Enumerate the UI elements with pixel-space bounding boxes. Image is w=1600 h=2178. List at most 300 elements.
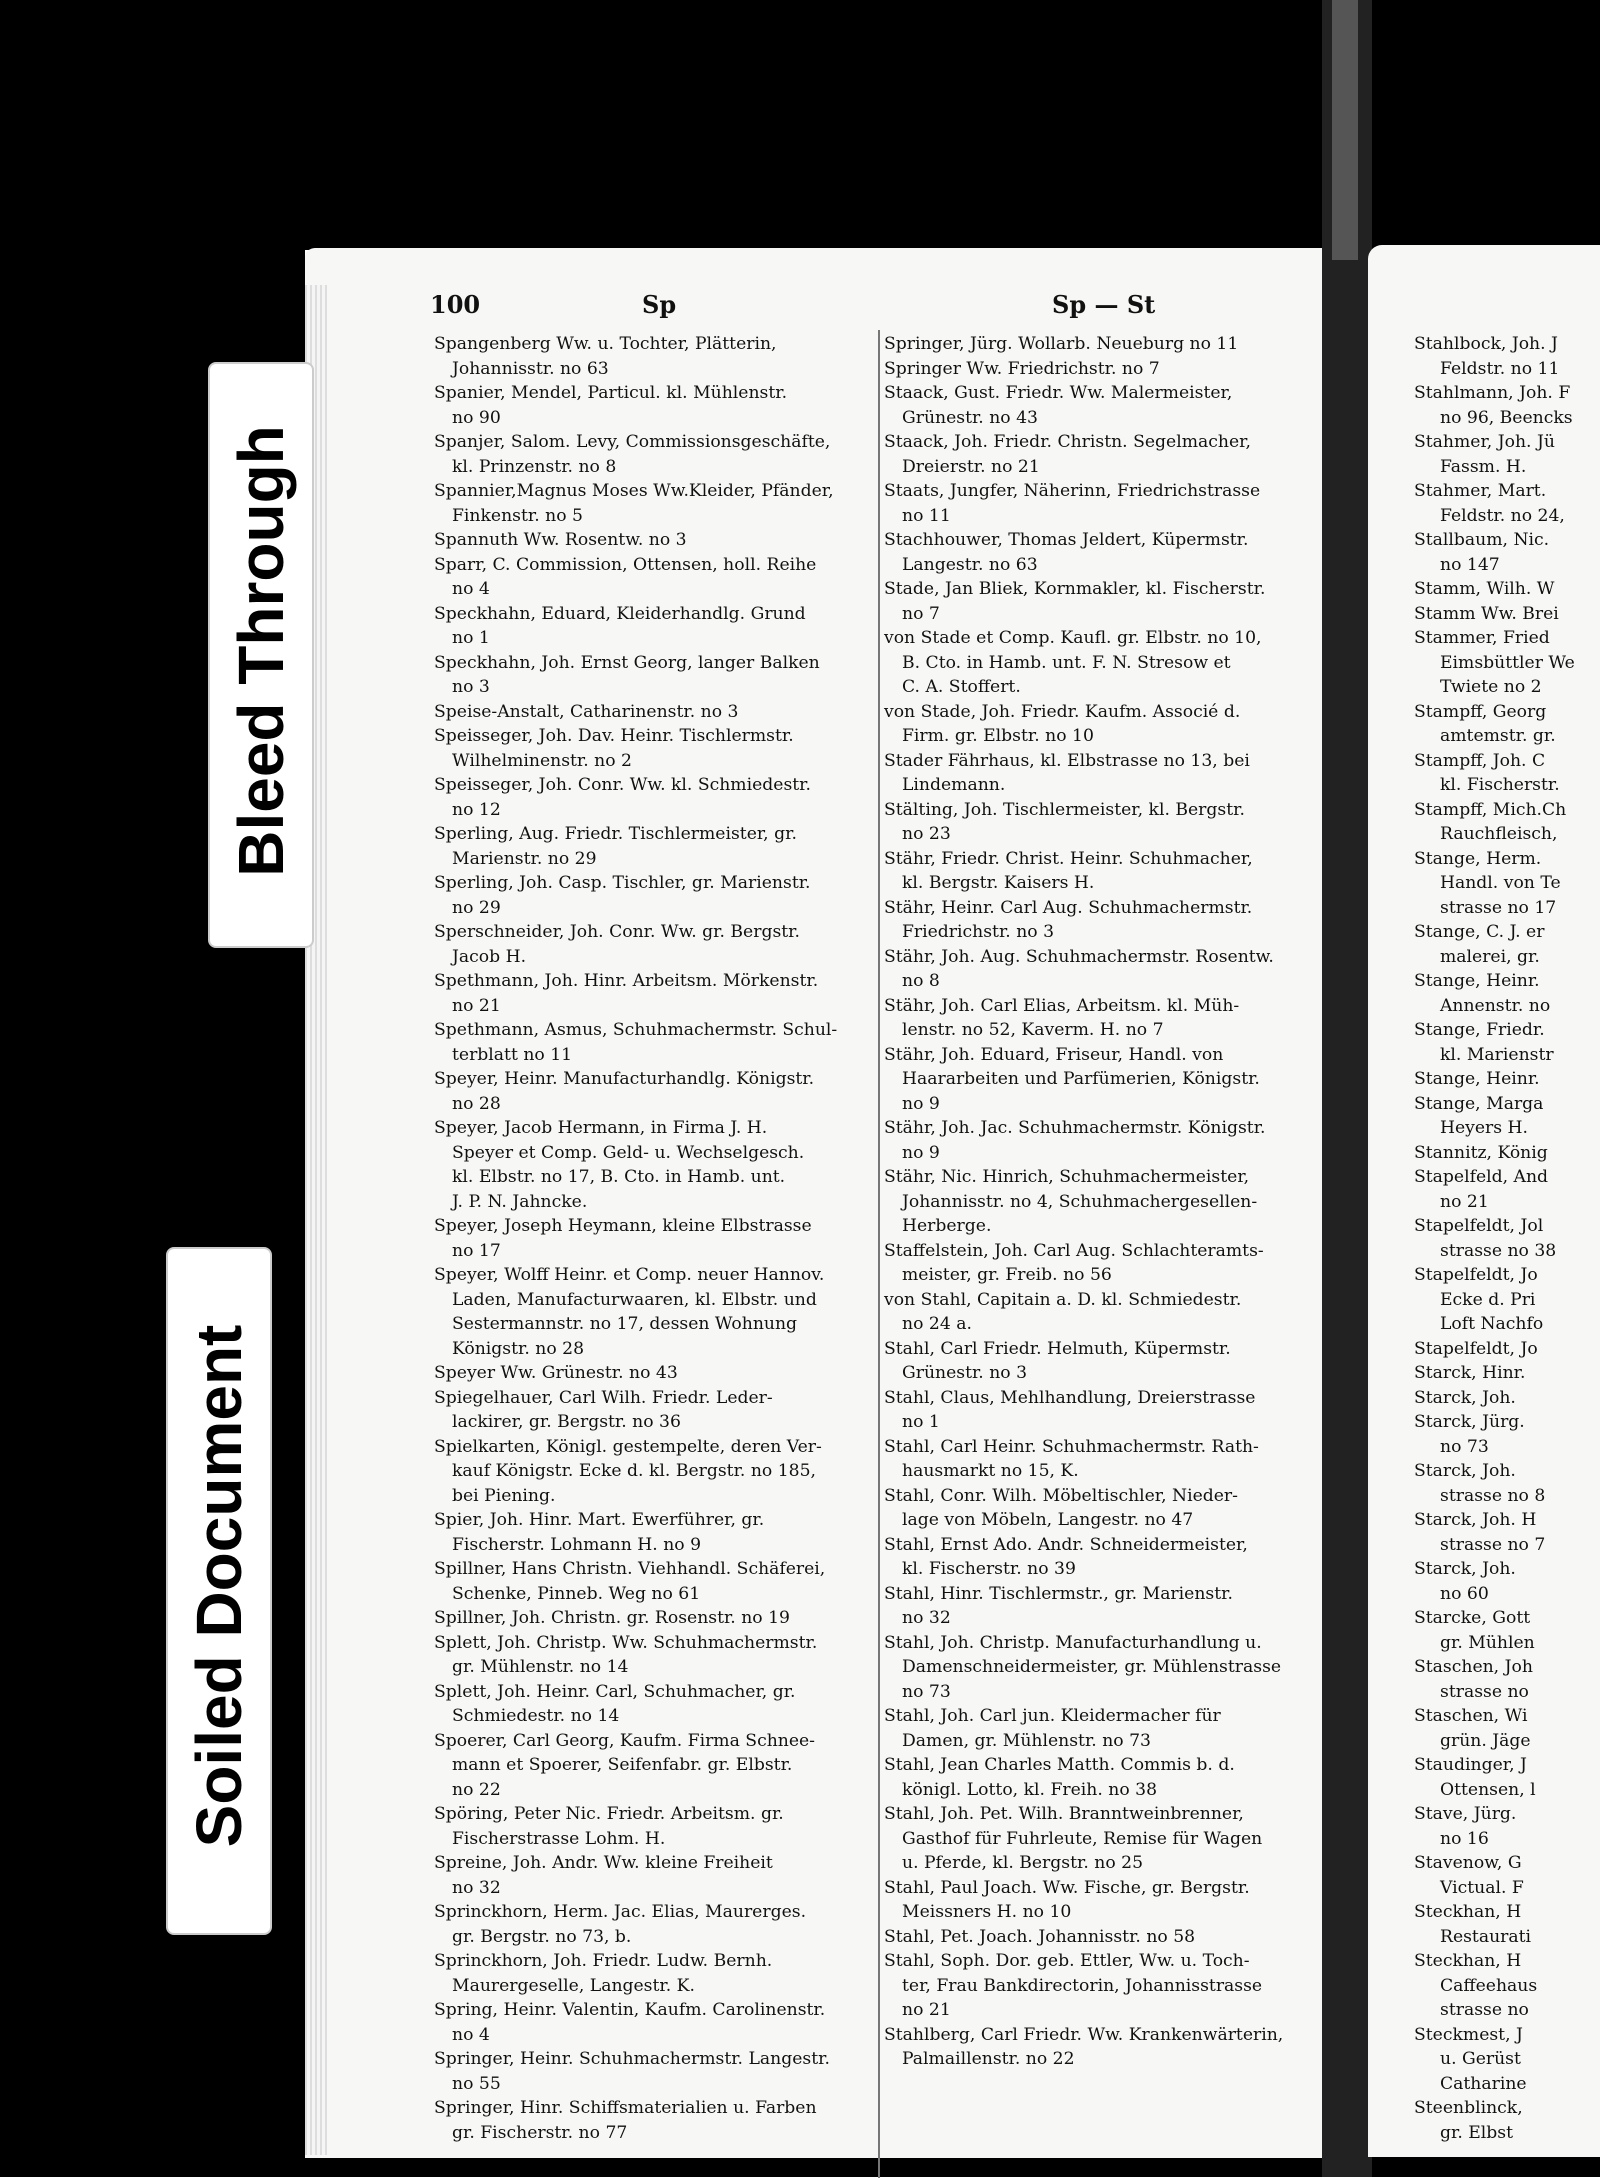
bleed-through-tab (208, 362, 314, 948)
entry-continuation: Fischerstr. Lohmann H. no 9 (452, 1534, 702, 1555)
entry-line: Stahmer, Mart. (1414, 481, 1547, 501)
entry-line: Sprinckhorn, Herm. Jac. Elias, Maurerges. (434, 1902, 807, 1922)
entry-continuation: gr. Elbst (1440, 2122, 1514, 2143)
entry-line: Speckhahn, Joh. Ernst Georg, langer Balken (434, 652, 820, 673)
directory-entry (434, 700, 876, 725)
entry-continuation: no 28 (452, 1093, 501, 1114)
column-rule (878, 330, 880, 2178)
entry-continuation: Damen, gr. Mühlenstr. no 73 (902, 1730, 1151, 1751)
entry-line: Stamm, Wilh. W (1414, 579, 1555, 599)
directory-entry (884, 332, 1332, 357)
entry-line: Springer, Jürg. Wollarb. Neueburg no 11 (884, 334, 1239, 354)
entry-line: Spethmann, Joh. Hinr. Arbeitsm. Mörkenstr. (434, 971, 819, 991)
entry-line: Stapelfeldt, Jo (1414, 1338, 1538, 1359)
entry-line: Springer, Hinr. Schiffsmaterialien u. Farben (434, 2098, 817, 2118)
entry-continuation: no 3 (452, 677, 490, 697)
directory-entry (434, 2047, 876, 2096)
entry-line: Starck, Joh. (1414, 1461, 1516, 1481)
entry-continuation: lackirer, gr. Bergstr. no 36 (452, 1412, 681, 1432)
directory-entry (434, 822, 876, 871)
entry-continuation: Speyer et Comp. Geld- u. Wechselgesch. (452, 1142, 805, 1163)
entry-continuation: Maurergeselle, Langestr. K. (452, 1975, 695, 1996)
entry-continuation: gr. Fischerstr. no 77 (452, 2122, 628, 2143)
entry-line: Spring, Heinr. Valentin, Kaufm. Carolinenstr. (434, 2000, 826, 2020)
soiled-document-label: Soiled Document (183, 1324, 255, 1848)
entry-continuation: Finkenstr. no 5 (452, 505, 583, 526)
entry-continuation: Dreierstr. no 21 (902, 456, 1040, 477)
directory-entry (434, 920, 876, 969)
entry-continuation: no 21 (1440, 1191, 1489, 1212)
entry-continuation: strasse no 17 (1440, 897, 1557, 918)
directory-entry (884, 798, 1332, 847)
entry-line: Spielkarten, Königl. gestempelte, deren Ver- (434, 1436, 822, 1457)
entry-continuation: Catharine (1440, 2073, 1527, 2094)
directory-entry (434, 1508, 876, 1557)
entry-continuation: no 60 (1440, 1583, 1489, 1604)
entry-continuation: no 9 (902, 1093, 940, 1114)
entry-continuation: Firm. gr. Elbstr. no 10 (902, 726, 1094, 746)
entry-continuation: no 11 (902, 505, 951, 526)
entry-continuation: Sestermannstr. no 17, dessen Wohnung (452, 1314, 798, 1334)
entry-continuation: strasse no 8 (1440, 1485, 1546, 1506)
entry-continuation: Restaurati (1440, 1926, 1532, 1947)
entry-continuation: Schmiedestr. no 14 (452, 1706, 620, 1726)
page-number: 100 (430, 290, 481, 319)
directory-entry (884, 357, 1332, 382)
entry-line: Stahl, Ernst Ado. Andr. Schneidermeister, (884, 1534, 1248, 1555)
entry-line: Spethmann, Asmus, Schuhmachermstr. Schul- (434, 1020, 838, 1040)
entry-line: Stampff, Georg (1414, 701, 1547, 722)
directory-entry (434, 1729, 876, 1803)
entry-continuation: Rauchfleisch, (1440, 824, 1558, 844)
scan-background-bottom (305, 2155, 1600, 2177)
entry-continuation: strasse no 38 (1440, 1240, 1557, 1261)
entry-line: Sperschneider, Joh. Conr. Ww. gr. Bergstr. (434, 922, 800, 942)
entry-continuation: u. Gerüst (1440, 2049, 1521, 2069)
directory-entry (884, 1239, 1332, 1288)
entry-continuation: Loft Nachfo (1440, 1314, 1544, 1334)
entry-line: Stampff, Mich.Ch (1414, 799, 1567, 820)
entry-line: Stähr, Heinr. Carl Aug. Schuhmachermstr. (884, 897, 1253, 918)
entry-line: Spannuth Ww. Rosentw. no 3 (434, 530, 687, 550)
entry-line: Stange, Friedr. (1414, 1020, 1545, 1040)
entry-line: Stahl, Joh. Carl jun. Kleidermacher für (884, 1706, 1221, 1726)
entry-line: Starck, Joh. (1414, 1559, 1516, 1579)
directory-entry (884, 1484, 1332, 1533)
directory-entry (434, 1361, 876, 1386)
entry-continuation: Schenke, Pinneb. Weg no 61 (452, 1583, 701, 1604)
directory-entry (434, 871, 876, 920)
directory-entry (434, 430, 876, 479)
entry-continuation: Laden, Manufacturwaaren, kl. Elbstr. und (452, 1289, 817, 1310)
entry-continuation: kl. Fischerstr. no 39 (902, 1559, 1076, 1579)
entry-continuation: Feldstr. no 24, (1440, 505, 1565, 526)
entry-continuation: strasse no 7 (1440, 1534, 1546, 1555)
entry-line: Stahl, Joh. Pet. Wilh. Branntweinbrenner, (884, 1804, 1244, 1824)
entry-line: Spillner, Joh. Christn. gr. Rosenstr. no 19 (434, 1608, 790, 1628)
directory-entry (884, 2023, 1332, 2072)
directory-entry (434, 1680, 876, 1729)
entry-line: Spöring, Peter Nic. Friedr. Arbeitsm. gr. (434, 1804, 784, 1824)
directory-entry (884, 1582, 1332, 1631)
entry-continuation: Fischerstrasse Lohm. H. (452, 1828, 666, 1849)
directory-entry (434, 1386, 876, 1435)
directory-entry (434, 1067, 876, 1116)
entry-continuation: B. Cto. in Hamb. unt. F. N. Stresow et (902, 652, 1231, 673)
entry-line: Spoerer, Carl Georg, Kaufm. Firma Schnee- (434, 1730, 815, 1751)
entry-continuation: no 9 (902, 1142, 940, 1163)
directory-entry (434, 1900, 876, 1949)
entry-continuation: no 4 (452, 2024, 490, 2045)
entry-line: Stave, Jürg. (1414, 1804, 1517, 1824)
entry-line: Stälting, Joh. Tischlermeister, kl. Bergstr. (884, 799, 1245, 820)
directory-entry (434, 1435, 876, 1509)
entry-line: von Stade et Comp. Kaufl. gr. Elbstr. no 10, (884, 628, 1262, 648)
entry-continuation: u. Pferde, kl. Bergstr. no 25 (902, 1853, 1144, 1873)
entry-line: Spanier, Mendel, Particul. kl. Mühlenstr. (434, 383, 788, 403)
entry-line: Stange, C. J. er (1414, 922, 1545, 942)
right-column (1414, 332, 1600, 2145)
entry-continuation: terblatt no 11 (452, 1044, 573, 1065)
entry-continuation: no 55 (452, 2073, 501, 2094)
entry-continuation: gr. Mühlenstr. no 14 (452, 1657, 629, 1677)
entry-line: Stange, Heinr. (1414, 1069, 1540, 1089)
entry-line: Speisseger, Joh. Conr. Ww. kl. Schmiedestr. (434, 775, 811, 795)
entry-continuation: no 90 (452, 407, 501, 428)
entry-continuation: no 12 (452, 799, 501, 820)
directory-entry (884, 1165, 1332, 1239)
left-column (434, 332, 876, 2145)
directory-entry (884, 1753, 1332, 1802)
entry-continuation: no 8 (902, 971, 940, 991)
entry-continuation: Haararbeiten und Parfümerien, Königstr. (902, 1069, 1260, 1089)
entry-line: Spreine, Joh. Andr. Ww. kleine Freiheit (434, 1853, 773, 1873)
entry-continuation: Damenschneidermeister, gr. Mühlenstrasse (902, 1657, 1282, 1677)
soiled-document-tab (166, 1247, 272, 1935)
entry-line: Stahl, Pet. Joach. Johannisstr. no 58 (884, 1926, 1196, 1947)
entry-line: Stähr, Joh. Eduard, Friseur, Handl. von (884, 1044, 1224, 1065)
entry-continuation: Eimsbüttler We (1440, 652, 1575, 673)
entry-continuation: Meissners H. no 10 (902, 1902, 1072, 1922)
entry-line: Stahl, Carl Heinr. Schuhmachermstr. Rath- (884, 1436, 1259, 1457)
entry-line: Splett, Joh. Christp. Ww. Schuhmachermstr. (434, 1632, 818, 1653)
directory-entry (884, 1949, 1332, 2023)
directory-entry (884, 1116, 1332, 1165)
entry-line: Spiegelhauer, Carl Wilh. Friedr. Leder- (434, 1387, 773, 1408)
entry-continuation: Fassm. H. (1440, 456, 1527, 477)
entry-line: Stahl, Joh. Christp. Manufacturhandlung u. (884, 1632, 1262, 1653)
directory-entry (434, 969, 876, 1018)
entry-continuation: no 21 (902, 2000, 951, 2020)
entry-continuation: grün. Jäge (1440, 1730, 1531, 1751)
directory-entry (884, 1802, 1332, 1876)
directory-entry (434, 724, 876, 773)
entry-continuation: malerei, gr. (1440, 946, 1540, 967)
directory-entry (884, 1925, 1332, 1950)
directory-entry (434, 528, 876, 553)
entry-line: Spillner, Hans Christn. Viehhandl. Schäferei, (434, 1559, 826, 1579)
entry-line: Stapelfeldt, Jol (1414, 1216, 1544, 1236)
entry-continuation: no 32 (452, 1877, 501, 1898)
entry-line: Stachhouwer, Thomas Jeldert, Küpermstr. (884, 530, 1249, 550)
entry-continuation: Marienstr. no 29 (452, 848, 597, 869)
directory-entry (434, 1557, 876, 1606)
entry-continuation: no 17 (452, 1240, 501, 1261)
entry-continuation: Wilhelminenstr. no 2 (452, 750, 632, 771)
entry-line: Staack, Gust. Friedr. Ww. Malermeister, (884, 383, 1233, 403)
entry-line: Speyer Ww. Grünestr. no 43 (434, 1363, 678, 1383)
entry-line: Splett, Joh. Heinr. Carl, Schuhmacher, gr. (434, 1681, 796, 1702)
directory-entry (434, 1631, 876, 1680)
entry-line: Speisseger, Joh. Dav. Heinr. Tischlermstr. (434, 726, 794, 746)
entry-line: Stähr, Friedr. Christ. Heinr. Schuhmacher, (884, 848, 1253, 869)
entry-line: Starcke, Gott (1414, 1608, 1531, 1628)
entry-continuation: Feldstr. no 11 (1440, 358, 1560, 379)
directory-entry (884, 1337, 1332, 1386)
entry-continuation: Gasthof für Fuhrleute, Remise für Wagen (902, 1828, 1263, 1849)
running-head-right: Sp — St (1052, 290, 1156, 319)
entry-continuation: no 147 (1440, 554, 1500, 575)
entry-continuation: Victual. F (1440, 1877, 1524, 1898)
directory-entry (884, 430, 1332, 479)
entry-continuation: kl. Fischerstr. (1440, 775, 1560, 795)
entry-continuation: Annenstr. no (1440, 995, 1551, 1016)
directory-entry (434, 651, 876, 700)
directory-entry (884, 479, 1332, 528)
entry-continuation: no 23 (902, 824, 951, 844)
entry-continuation: mann et Spoerer, Seifenfabr. gr. Elbstr. (452, 1755, 793, 1775)
entry-line: Speyer, Joseph Heymann, kleine Elbstrasse (434, 1216, 812, 1236)
directory-entry (434, 1949, 876, 1998)
entry-line: Stähr, Joh. Jac. Schuhmachermstr. Königstr. (884, 1118, 1266, 1138)
entry-line: Stahlberg, Carl Friedr. Ww. Krankenwärterin, (884, 2024, 1284, 2045)
entry-continuation: amtemstr. gr. (1440, 726, 1556, 746)
entry-line: Stallbaum, Nic. (1414, 530, 1550, 550)
entry-line: Stapelfeldt, Jo (1414, 1265, 1538, 1285)
entry-line: von Stahl, Capitain a. D. kl. Schmiedestr. (884, 1289, 1242, 1310)
entry-line: Staschen, Joh (1414, 1657, 1533, 1677)
entry-line: Stampff, Joh. C (1414, 750, 1546, 771)
entry-continuation: kl. Marienstr (1440, 1044, 1554, 1065)
entry-line: Stahmer, Joh. Jü (1414, 432, 1555, 452)
directory-entry (884, 1533, 1332, 1582)
entry-line: Steckhan, H (1414, 1951, 1522, 1971)
entry-continuation: Grünestr. no 43 (902, 407, 1038, 428)
entry-continuation: no 29 (452, 897, 501, 918)
directory-entry (884, 577, 1332, 626)
entry-line: Sperling, Aug. Friedr. Tischlermeister, gr. (434, 824, 797, 844)
entry-line: Staats, Jungfer, Näherinn, Friedrichstrasse (884, 481, 1261, 501)
directory-entry (884, 626, 1332, 700)
entry-continuation: Johannisstr. no 4, Schuhmachergesellen- (902, 1191, 1258, 1212)
directory-entry (884, 749, 1332, 798)
entry-continuation: strasse no (1440, 2000, 1529, 2020)
entry-continuation: kl. Bergstr. Kaisers H. (902, 873, 1095, 893)
entry-line: Staudinger, J (1414, 1755, 1527, 1775)
entry-continuation: ter, Frau Bankdirectorin, Johannisstrasse (902, 1975, 1263, 1996)
entry-line: Springer, Heinr. Schuhmachermstr. Langestr. (434, 2049, 830, 2069)
directory-entry (884, 1876, 1332, 1925)
entry-continuation: no 96, Beencks (1440, 407, 1573, 428)
directory-entry (884, 1631, 1332, 1705)
entry-line: Stahl, Paul Joach. Ww. Fische, gr. Bergstr. (884, 1877, 1250, 1898)
entry-line: Stähr, Joh. Carl Elias, Arbeitsm. kl. Müh- (884, 995, 1240, 1016)
entry-continuation: hausmarkt no 15, K. (902, 1461, 1079, 1481)
entry-continuation: Palmaillenstr. no 22 (902, 2049, 1075, 2069)
entry-line: Stavenow, G (1414, 1853, 1522, 1873)
directory-entry (434, 1606, 876, 1631)
entry-continuation: Friedrichstr. no 3 (902, 922, 1055, 942)
entry-line: Stammer, Fried (1414, 628, 1550, 648)
entry-continuation: C. A. Stoffert. (902, 677, 1021, 697)
entry-continuation: Jacob H. (452, 946, 527, 967)
directory-entry (884, 1386, 1332, 1435)
entry-continuation: kauf Königstr. Ecke d. kl. Bergstr. no 185, (452, 1461, 816, 1481)
entry-line: Stahl, Conr. Wilh. Möbeltischler, Nieder- (884, 1485, 1238, 1506)
entry-line: Stahl, Hinr. Tischlermstr., gr. Marienstr. (884, 1583, 1233, 1604)
entry-continuation: Heyers H. (1440, 1118, 1528, 1138)
directory-entry (434, 773, 876, 822)
entry-line: Stange, Heinr. (1414, 971, 1540, 991)
entry-line: Stader Fährhaus, kl. Elbstrasse no 13, bei (884, 750, 1250, 771)
entry-continuation: no 24 a. (902, 1314, 972, 1334)
entry-continuation: Ottensen, l (1440, 1779, 1536, 1800)
directory-entry (434, 553, 876, 602)
entry-line: Speyer, Heinr. Manufacturhandlg. Königstr. (434, 1069, 815, 1089)
directory-entry (434, 1214, 876, 1263)
entry-line: Starck, Joh. H (1414, 1510, 1537, 1530)
entry-continuation: no 21 (452, 995, 501, 1016)
entry-continuation: Grünestr. no 3 (902, 1363, 1028, 1383)
entry-line: Sprinckhorn, Joh. Friedr. Ludw. Bernh. (434, 1951, 773, 1971)
entry-line: Starck, Jürg. (1414, 1412, 1525, 1432)
entry-line: Spier, Joh. Hinr. Mart. Ewerführer, gr. (434, 1510, 765, 1530)
entry-line: Starck, Hinr. (1414, 1363, 1526, 1383)
directory-entry (884, 381, 1332, 430)
entry-continuation: Twiete no 2 (1440, 677, 1542, 697)
entry-line: Spangenberg Ww. u. Tochter, Plätterin, (434, 334, 777, 354)
entry-line: Speyer, Jacob Hermann, in Firma J. H. (434, 1118, 768, 1138)
directory-entry (434, 381, 876, 430)
book-gutter-highlight (1332, 0, 1358, 260)
entry-line: Stähr, Joh. Aug. Schuhmachermstr. Rosentw. (884, 946, 1274, 967)
entry-line: Stange, Marga (1414, 1093, 1544, 1114)
entry-continuation: Ecke d. Pri (1440, 1289, 1536, 1310)
entry-continuation: no 73 (902, 1681, 951, 1702)
entry-line: Speise-Anstalt, Catharinenstr. no 3 (434, 701, 739, 722)
entry-continuation: no 73 (1440, 1436, 1489, 1457)
entry-line: Stahlmann, Joh. F (1414, 383, 1571, 403)
entry-line: Stapelfeld, And (1414, 1167, 1549, 1187)
entry-line: Sparr, C. Commission, Ottensen, holl. Reihe (434, 554, 817, 575)
directory-entry (434, 479, 876, 528)
directory-entry (884, 945, 1332, 994)
middle-column (884, 332, 1332, 2072)
entry-continuation: lenstr. no 52, Kaverm. H. no 7 (902, 1020, 1164, 1040)
entry-continuation: königl. Lotto, kl. Freih. no 38 (902, 1779, 1158, 1800)
directory-entry (434, 1802, 876, 1851)
entry-line: Stannitz, König (1414, 1142, 1548, 1163)
entry-line: Steckhan, H (1414, 1902, 1522, 1922)
directory-entry (434, 1116, 876, 1214)
directory-entry (884, 1704, 1332, 1753)
entry-line: Stade, Jan Bliek, Kornmakler, kl. Fischerstr. (884, 579, 1266, 599)
directory-entry (434, 1263, 876, 1361)
entry-line: Stahlbock, Joh. J (1414, 334, 1558, 354)
directory-entry (884, 1288, 1332, 1337)
entry-continuation: Johannisstr. no 63 (452, 358, 609, 379)
entry-continuation: kl. Prinzenstr. no 8 (452, 456, 617, 477)
entry-line: Staffelstein, Joh. Carl Aug. Schlachteramts- (884, 1240, 1264, 1261)
entry-continuation: kl. Elbstr. no 17, B. Cto. in Hamb. unt. (452, 1167, 786, 1187)
directory-entry (884, 700, 1332, 749)
entry-line: Spannier,Magnus Moses Ww.Kleider, Pfänder, (434, 481, 834, 501)
entry-line: Spanjer, Salom. Levy, Commissionsgeschäfte, (434, 432, 831, 452)
entry-line: Staack, Joh. Friedr. Christn. Segelmacher, (884, 432, 1251, 452)
directory-entry (434, 332, 876, 381)
entry-line: Stahl, Jean Charles Matth. Commis b. d. (884, 1755, 1235, 1775)
entry-line: Stahl, Claus, Mehlhandlung, Dreierstrasse (884, 1387, 1256, 1408)
entry-line: Steckmest, J (1414, 2024, 1523, 2045)
directory-entry (434, 602, 876, 651)
entry-continuation: gr. Bergstr. no 73, b. (452, 1926, 632, 1947)
entry-continuation: no 16 (1440, 1828, 1489, 1849)
entry-line: von Stade, Joh. Friedr. Kaufm. Associé d. (884, 701, 1241, 722)
directory-entry (884, 528, 1332, 577)
bleed-through-label: Bleed Through (225, 425, 297, 877)
entry-continuation: J. P. N. Jahncke. (452, 1191, 588, 1212)
entry-continuation: Lindemann. (902, 775, 1006, 795)
entry-line: Stahl, Soph. Dor. geb. Ettler, Ww. u. Toch- (884, 1951, 1250, 1971)
entry-line: Stange, Herm. (1414, 848, 1542, 869)
entry-continuation: meister, gr. Freib. no 56 (902, 1265, 1112, 1285)
entry-continuation: Herberge. (902, 1216, 992, 1236)
directory-entry (434, 2096, 876, 2145)
entry-line: Stahl, Carl Friedr. Helmuth, Küpermstr. (884, 1338, 1231, 1359)
entry-continuation: lage von Möbeln, Langestr. no 47 (902, 1510, 1194, 1530)
entry-continuation: no 4 (452, 579, 490, 599)
entry-line: Staschen, Wi (1414, 1706, 1528, 1726)
entry-line: Starck, Joh. (1414, 1387, 1516, 1408)
directory-entry (434, 1998, 876, 2047)
entry-line: Stamm Ww. Brei (1414, 603, 1559, 624)
entry-line: Steenblinck, (1414, 2098, 1523, 2118)
entry-continuation: strasse no (1440, 1681, 1529, 1702)
directory-entry (884, 994, 1332, 1043)
directory-entry (434, 1851, 876, 1900)
directory-entry (434, 1018, 876, 1067)
entry-line: Sperling, Joh. Casp. Tischler, gr. Marienstr. (434, 873, 811, 893)
entry-line: Stähr, Nic. Hinrich, Schuhmachermeister, (884, 1167, 1250, 1187)
entry-line: Speyer, Wolff Heinr. et Comp. neuer Hannov. (434, 1265, 825, 1285)
entry-continuation: no 1 (452, 628, 490, 648)
entry-continuation: Langestr. no 63 (902, 554, 1038, 575)
directory-entry (884, 1435, 1332, 1484)
entry-line: Springer Ww. Friedrichstr. no 7 (884, 358, 1160, 379)
entry-continuation: no 1 (902, 1412, 940, 1432)
entry-continuation: Handl. von Te (1440, 873, 1561, 893)
entry-continuation: no 7 (902, 603, 940, 624)
directory-entry (884, 896, 1332, 945)
entry-line: Speckhahn, Eduard, Kleiderhandlg. Grund (434, 603, 806, 624)
entry-continuation: no 32 (902, 1608, 951, 1628)
entry-continuation: Königstr. no 28 (452, 1338, 585, 1359)
running-head-left: Sp (642, 290, 677, 319)
entry-continuation: no 22 (452, 1779, 501, 1800)
directory-entry (884, 1043, 1332, 1117)
entry-continuation: gr. Mühlen (1440, 1632, 1535, 1653)
directory-entry (884, 847, 1332, 896)
